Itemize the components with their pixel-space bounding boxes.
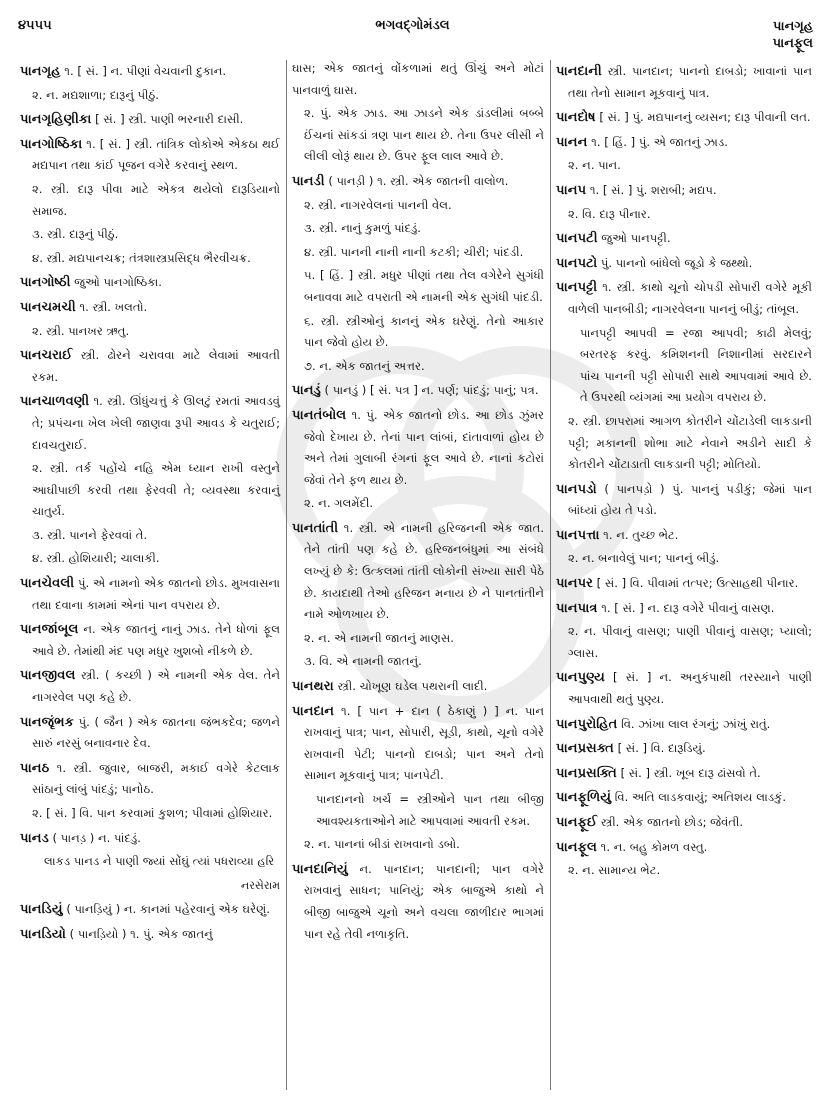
- column-divider: [286, 60, 287, 1090]
- dictionary-entry: [20, 297, 280, 319]
- definition-text: ૧. સ્ત્રી. ઊંધુંચત્તું કે ઊલટું રમતાં આવડવું તે; પ્રપંચના ખેલ ખેલી જાણવા રૂપી આવડ કે ચતુરાઈ; દાવચતુરાઈ.: [32, 394, 280, 452]
- sub-definition: ૫. [ હિં. ] સ્ત્રી. મધુર પીણાં તથા તેલ વગેરેને સુગંધી બનાવવા માટે વપરાતી એ નામની એક સુગંધી પાંદડી.: [304, 268, 544, 304]
- definition-text: જુઓ પાનપટ્ટી.: [597, 231, 671, 246]
- definition-text: ન. પાનદાન; પાનદાની; પાન વગેરે રાખવાનું સાધન; પાનિયું; એક બાજુએ કાથો ને બીજી બાજુએ ચૂનો અને વચલા જાળીદાર ભાગમાં પાન રહે તેવી નળાકૃતિ.: [304, 861, 544, 941]
- sub-definition: ૬. સ્ત્રી. સ્ત્રીઓનું કાનનું એક ઘરેણું. તેનો આકાર પાન જેવો હોય છે.: [304, 313, 544, 350]
- sub-definition: ૩. સ્ત્રી. પાનને ફેરવવાં તે.: [32, 527, 148, 542]
- sub-definition: ૪. સ્ત્રી. મદ્યપાનચક્ર; તંત્રશાસ્ત્રપ્રસિદ્ધ ભૈરવીચક્ર.: [32, 250, 251, 265]
- definition-text: ૧. [ સં. ] ન. દારૂ વગેરે પીવાનું વાસણ.: [597, 600, 775, 615]
- dictionary-entry: [556, 525, 812, 547]
- dictionary-entry: [20, 61, 280, 83]
- dictionary-entry: [556, 763, 812, 785]
- dictionary-entry: [292, 859, 544, 945]
- guide-word-last: પાનફૂલ: [772, 36, 813, 51]
- guide-words: [773, 18, 813, 52]
- sub-definition: ૨. સ્ત્રી. દારૂ પીવા માટે એકત્ર થયેલો દારૂડિયાનો સમાજ.: [32, 181, 280, 218]
- dictionary-entry: [292, 171, 544, 193]
- definition-text: [ સં. ] સ્ત્રી. ખૂબ દારૂ ઢાંસવો તે.: [616, 765, 761, 780]
- headword: પાનપ: [556, 182, 587, 198]
- dictionary-entry: [556, 277, 812, 320]
- headword: પાનપ્રસક્ત: [556, 741, 614, 757]
- sub-definition: ૨. [ સં. ] વિ. પાન કરવામાં કુશળ; પીવામાં હોશિયાર.: [32, 806, 273, 820]
- headword: પાનદાની: [556, 64, 602, 79]
- dictionary-entry: [20, 924, 280, 946]
- headword: પાનપાત્ર: [556, 600, 598, 616]
- definition-text: ૧. સ્ત્રી. ખલતો.: [75, 299, 148, 314]
- headword: પાનપટો: [556, 255, 598, 271]
- page-header: [0, 12, 825, 52]
- sub-definition: ૨. સ્ત્રી. પાનખર ઋતુ.: [32, 323, 130, 338]
- headword: પાનદાન: [292, 703, 335, 719]
- dictionary-entry: [292, 701, 544, 787]
- dictionary-entry: [20, 391, 280, 456]
- dictionary-entry: [292, 380, 544, 402]
- definition-text: વિ. ઝાંખા લાલ રંગનું; ઝાંખું રાતું.: [617, 716, 771, 731]
- headword: પાનપટ્ટી: [556, 280, 598, 296]
- headword: પાનગોષ્ઠી: [20, 275, 71, 291]
- sub-definition: ૨. સ્ત્રી. નાગરવેલનાં પાનની વેલ.: [304, 197, 452, 212]
- headword: પાનપુણ્ય: [556, 670, 605, 686]
- sub-definition: ૨. ન. પાનનાં બીડાં રાખવાનો ડબો.: [304, 837, 460, 852]
- sub-definition: ૨. ન. એ નામની જાતનું માણસ.: [304, 630, 454, 645]
- headword: પાનગૃહ: [20, 64, 61, 79]
- headword: પાનપુરોહિત: [556, 716, 618, 732]
- headword: પાનપર: [556, 576, 593, 592]
- dictionary-entry: [20, 899, 280, 921]
- usage-example: લાકડ પાનડ ને પાણી જ્યાં સોંઘું ત્યાં પધરાવ્યા હરિ: [44, 854, 275, 869]
- sub-definition: ૪. સ્ત્રી. પાનની નાની નાની કટકી; ચીરી; પાંદડી.: [304, 244, 524, 259]
- dictionary-entry: [20, 828, 280, 850]
- headword: પાનચાળવણી: [20, 394, 90, 410]
- sub-definition: ૨. ન. મદ્યશાળા; દારૂનું પીઠું.: [32, 87, 159, 102]
- dictionary-entry: [556, 738, 812, 760]
- definition-text: પું. પાનનો બાંધેલો જૂડો કે જથ્થો.: [597, 255, 753, 270]
- definition-text: [ સં. ] ન. અનુકંપાથી તરસ્યાને પાણી આપવાથી થતું પુણ્ય.: [568, 670, 812, 707]
- headword: પાનચેવલી: [20, 576, 75, 592]
- dictionary-entry: [556, 598, 812, 620]
- headword: પાનજૃંભક: [20, 714, 74, 730]
- definition-text: [ સં. ] સ્ત્રી. પાણી ભરનારી દાસી.: [91, 112, 244, 127]
- headword: પાનપ્રસક્તિ: [556, 765, 617, 781]
- sub-definition: ૨. સ્ત્રી. છાપરામાં આગળ કોતરીને ચોંટાડેલી લાકડાની પટ્ટી; મકાનની શોભા માટે નેવાને અડીને સાદી કે કોતરીને ચોંટાડાતી લાકડાની પટ્ટી; મોતિયો.: [568, 413, 812, 472]
- definition-text: ૧. [ હિં. ] પું. એ જાતનું ઝાડ.: [587, 134, 728, 149]
- definition-text: ૧. ન. તુચ્છ ભેટ.: [599, 527, 679, 542]
- headword: પાનફૂળિયું: [556, 790, 612, 806]
- headword: પાનફૂલ: [556, 839, 597, 855]
- sub-definition: ૨. ન. બનાવેલું પાન; પાનનું બીડું.: [568, 551, 720, 566]
- dictionary-entry: [556, 61, 812, 104]
- definition-text: ૧. [ પાન + દાન ( ઠેકાણું ) ] ન. પાન રાખવાનું પાત્ર; પાન, સોપારી, સૂડી, કાથો, ચૂનો વગેરે રાખવાની પેટી; પાનનો દાબડો; પાન અને તેનો સામાન મૂકવાનું પાત્ર; પાનપેટી.: [304, 703, 544, 783]
- definition-text: ( પાનડ઼ું ) [ સં. પત્ર ] ન. પર્ણ; પાંદડું; પાનું; પત્ર.: [320, 383, 539, 398]
- dictionary-entry: [20, 619, 280, 662]
- headword: પાનપટી: [556, 231, 598, 247]
- sub-definition: ૨. સ્ત્રી. તર્ક પહોંચે નહિ એમ ધ્યાન રાખી વસ્તુને આઘીપાછી કરવી તથા ફેરવવી તે; વ્યવસ્થા કરવાનું ચાતુર્ય.: [32, 461, 280, 519]
- headword: પાનચમચી: [20, 299, 76, 315]
- definition-text: પું. ( જૈન ) એક જાતના જંભકદેવ; જળને સારું નરસું બનાવનાર દેવ.: [32, 714, 280, 751]
- definition-text: સ્ત્રી. ઢોરને ચરાવવા માટે લેવામાં આવતી રકમ.: [32, 348, 280, 384]
- headword: પાનડી: [292, 173, 325, 189]
- definition-text: ( પાનડ઼ી ) ૧. સ્ત્રી. એક જાતની વાલોળ.: [324, 173, 509, 188]
- dictionary-entry: [556, 573, 812, 595]
- definition-text: સ્ત્રી. ( કચ્છી ) એ નામની એક વેલ. તેને નાગરવેલ પણ કહે છે.: [32, 668, 280, 705]
- headword: પાનજાંબૂલ: [20, 622, 79, 638]
- headword: પાનઠ: [20, 760, 50, 776]
- dictionary-entry: [556, 253, 812, 275]
- definition-text: [ સં. ] વિ. દારૂડિયું.: [613, 741, 706, 756]
- definition-text: ( પાનડ઼ ) ન. પાંદડું.: [48, 830, 141, 845]
- sub-definition: ૨. ન. ગલમેંદી.: [304, 496, 374, 511]
- dictionary-entry: [20, 109, 280, 131]
- definition-text: સ્ત્રી. પાનદાન; પાનનો દાબડો; ખાવાનાં પાન તથા તેનો સામાન મૂકવાનું પાત્ર.: [568, 64, 812, 100]
- definition-text: ૧. સ્ત્રી. એ નામની હરિજનની એક જાત. તેને તાંતી પણ કહે છે. હરિજનબંધુમાં આ સંબંધે લખ્યું છે કે: ઉત્કલમાં તાંતી લોકોની સંખ્યા સારી પેઠે છે. કાયદાથી તેઓ હરિજન મનાય છે ને પાનતાંતીને નામે ઓળખાય છે.: [304, 520, 544, 622]
- definition-text: વિ. અતિ લાડકવાયું; અતિશય લાડકું.: [611, 790, 787, 805]
- definition-text: પું. એ નામનો એક જાતનો છોડ. મુખવાસના તથા દવાના કામમાં એનાં પાન વપરાય છે.: [32, 576, 280, 612]
- definition-text: ૧. પું. એક જાતનો છોડ. આ છોડ ઝુંમર જેવો દેખાય છે. તેનાં પાન લાંબાં, દાંતાવાળાં હોય છે અને તેમાં ગુલાબી રંગનાં ફૂલ આવે છે. નાનાં કટોરાં જેવાં તેને ફળ થાય છે.: [304, 407, 544, 487]
- quote-attribution: નરસેરામ: [241, 878, 280, 892]
- dictionary-entry: [20, 573, 280, 616]
- headword: પાનતંબોલ: [292, 407, 347, 423]
- dictionary-entry: [556, 812, 812, 834]
- dictionary-entry: [556, 837, 812, 859]
- dictionary-entry: [20, 665, 280, 708]
- headword: પાનદાનિયું: [292, 861, 348, 877]
- headword: પાનડું: [292, 383, 321, 399]
- headword: પાનચરાઈ: [20, 348, 73, 364]
- dictionary-entry: [556, 132, 812, 154]
- dictionary-entry: [556, 180, 812, 202]
- sub-definition: ૩. વિ. એ નામની જાતનું.: [304, 654, 422, 669]
- dictionary-column-3: [556, 58, 812, 884]
- headword: પાનદોષ: [556, 110, 596, 126]
- headword: પાનડિયો: [20, 926, 66, 942]
- headword: પાનપત્તા: [556, 527, 600, 543]
- headword: પાનડ: [20, 830, 49, 846]
- usage-example: પાનદાનનો ખર્ચ = સ્ત્રીઓને પાન તથા બીજી આવશ્યકતાઓને માટે આપવામાં આવતી રકમ.: [316, 792, 544, 828]
- sub-definition: ૨. ન. પીવાનું વાસણ; પાણી પીવાનું વાસણ; પ્યાલો; ગ્લાસ.: [568, 624, 812, 660]
- definition-text: [ સં. ] વિ. પીવામાં તત્પર; ઉત્સાહથી પીનાર.: [593, 576, 799, 591]
- dictionary-entry: [556, 787, 812, 809]
- definition-text: ( પાનપડ઼ો ) પું. પાનનું પડીકું; જેમાં પાન બાંધ્યાં હોય તે પડો.: [568, 481, 812, 518]
- dictionary-entry: [20, 134, 280, 177]
- sub-definition: ૨. પું. એક ઝાડ. આ ઝાડને એક ડાંડલીમાં બબ્બે ઈંચનાં સાંકડાં ત્રણ પાન થાય છે. તેના ઉપર લીસી ને લીલી લોરૂં થાય છે. ઉપર ફૂલ લાલ આવે છે.: [304, 106, 544, 164]
- sub-definition: ૭. ન. એક જાતનું અત્તર.: [304, 358, 425, 373]
- dictionary-entry: [556, 479, 812, 522]
- definition-text: જુઓ પાનગોષ્ઠિકા.: [70, 275, 162, 290]
- definition-text: ૧. સ્ત્રી. કાથો ચૂનો ચોપડી સોપારી વગેરે મૂકી વાળેલી પાનબીડી; નાગરવેલના પાનનું બીડું; તાંબૂલ.: [568, 280, 812, 316]
- headword: પાનપડો: [556, 481, 597, 497]
- definition-text: ૧. [ સં. ] સ્ત્રી. તાંત્રિક લોકોએ એકઠા થઈ મદ્યપાન તથા કાંઈ પૂજન વગેરે કરવાનું સ્થળ.: [32, 136, 280, 173]
- dictionary-column-2: [292, 58, 544, 947]
- headword: પાનતાંતી: [292, 520, 339, 536]
- sub-definition: ૨. ન. સામાન્ય ભેટ.: [568, 863, 661, 878]
- headword: પાનફૂઈ: [556, 815, 598, 830]
- headword: પાનન: [556, 134, 588, 150]
- headword: પાનગૃહિણીકા: [20, 112, 92, 128]
- dictionary-column-1: [20, 58, 280, 948]
- definition-text: સ્ત્રી. એક જાતનો છોડ; જેવંતી.: [597, 815, 744, 829]
- definition-text: [ સં. ] પું. મદ્યપાનનું વ્યસન; દારૂ પીવાની લત.: [595, 110, 811, 125]
- dictionary-entry: [292, 676, 544, 698]
- dictionary-entry: [20, 345, 280, 388]
- sub-definition: ૨. ન. પાન.: [568, 158, 621, 173]
- dictionary-entry: [556, 714, 812, 736]
- sub-definition: ૨. વિ. દારૂ પીનાર.: [568, 206, 651, 221]
- sub-definition: ૪. સ્ત્રી. હોશિયારી; ચાલાકી.: [32, 551, 160, 566]
- definition-text: ૧. સ્ત્રી. જુવાર, બાજરી, મકાઈ વગેરે કેટલાક સાંઠાનું લાંબું પાંદડું; પાનોઠ.: [32, 760, 280, 797]
- column-divider: [550, 60, 551, 1090]
- headword: પાનડિયું: [20, 902, 63, 918]
- dictionary-entry: [556, 228, 812, 250]
- sub-definition: ૩. સ્ત્રી. નાનું કુમળું પાંદડું.: [304, 221, 421, 236]
- sub-definition: ૩. સ્ત્રી. દારૂનું પીઠું.: [32, 227, 119, 242]
- dictionary-entry: [556, 107, 812, 129]
- definition-text: ( પાનડ઼િયો ) ૧. પું. એક જાતનું: [65, 926, 213, 941]
- continued-definition: ઘાસ; એક જાતનું વોંકળામાં થતું ઊંચું અને મોટાં પાનવાળું ઘાસ.: [292, 61, 544, 97]
- book-title: ભગવદ્ગોમંડલ: [375, 18, 450, 33]
- definition-text: સ્ત્રી. ચોખૂણ ઘડેલ પથરાની લાદી.: [333, 679, 488, 694]
- headword: પાનગોષ્ઠિકા: [20, 136, 83, 152]
- headword: પાનથરા: [292, 679, 334, 695]
- usage-example: પાનપટ્ટી આપવી = રજા આપવી; કાઢી મેલવું; બરતરફ કરવું. કમિશનની નિશાનીમાં સરદારને પાંચ પાનની પટ્ટી સોપારી સાથે આપવામાં આવે છે. તે ઉપરથી વ્યંગમાં આ પ્રયોગ વપરાય છે.: [580, 325, 812, 405]
- dictionary-entry: [20, 272, 280, 294]
- dictionary-entry: [292, 518, 544, 626]
- guide-word-first: પાનગૃહ: [772, 19, 813, 34]
- definition-text: ન. એક જાતનું નાનું ઝાડ. તેને ધોળાં ફૂલ આવે છે. તેમાંથી મંદ પણ મધુર ખુશબો નીકળે છે.: [32, 622, 280, 658]
- headword: પાનજીવલ: [20, 668, 76, 684]
- definition-text: ૧. [ સં. ] ન. પીણાં વેચવાની દુકાન.: [60, 64, 227, 78]
- dictionary-entry: [292, 405, 544, 491]
- dictionary-entry: [20, 712, 280, 755]
- dictionary-entry: [20, 758, 280, 801]
- definition-text: ૧. [ સં. ] પું. શરાબી; મદ્યપ.: [586, 182, 717, 197]
- dictionary-entry: [556, 667, 812, 710]
- definition-text: ૧. ન. બહુ કોમળ વસ્તુ.: [597, 839, 708, 854]
- definition-text: ( પાનડ઼િયું ) ન. કાનમાં પહેરવાનું એક ઘરેણું.: [62, 902, 270, 917]
- page-number: ૪૫૫૫: [18, 18, 52, 33]
